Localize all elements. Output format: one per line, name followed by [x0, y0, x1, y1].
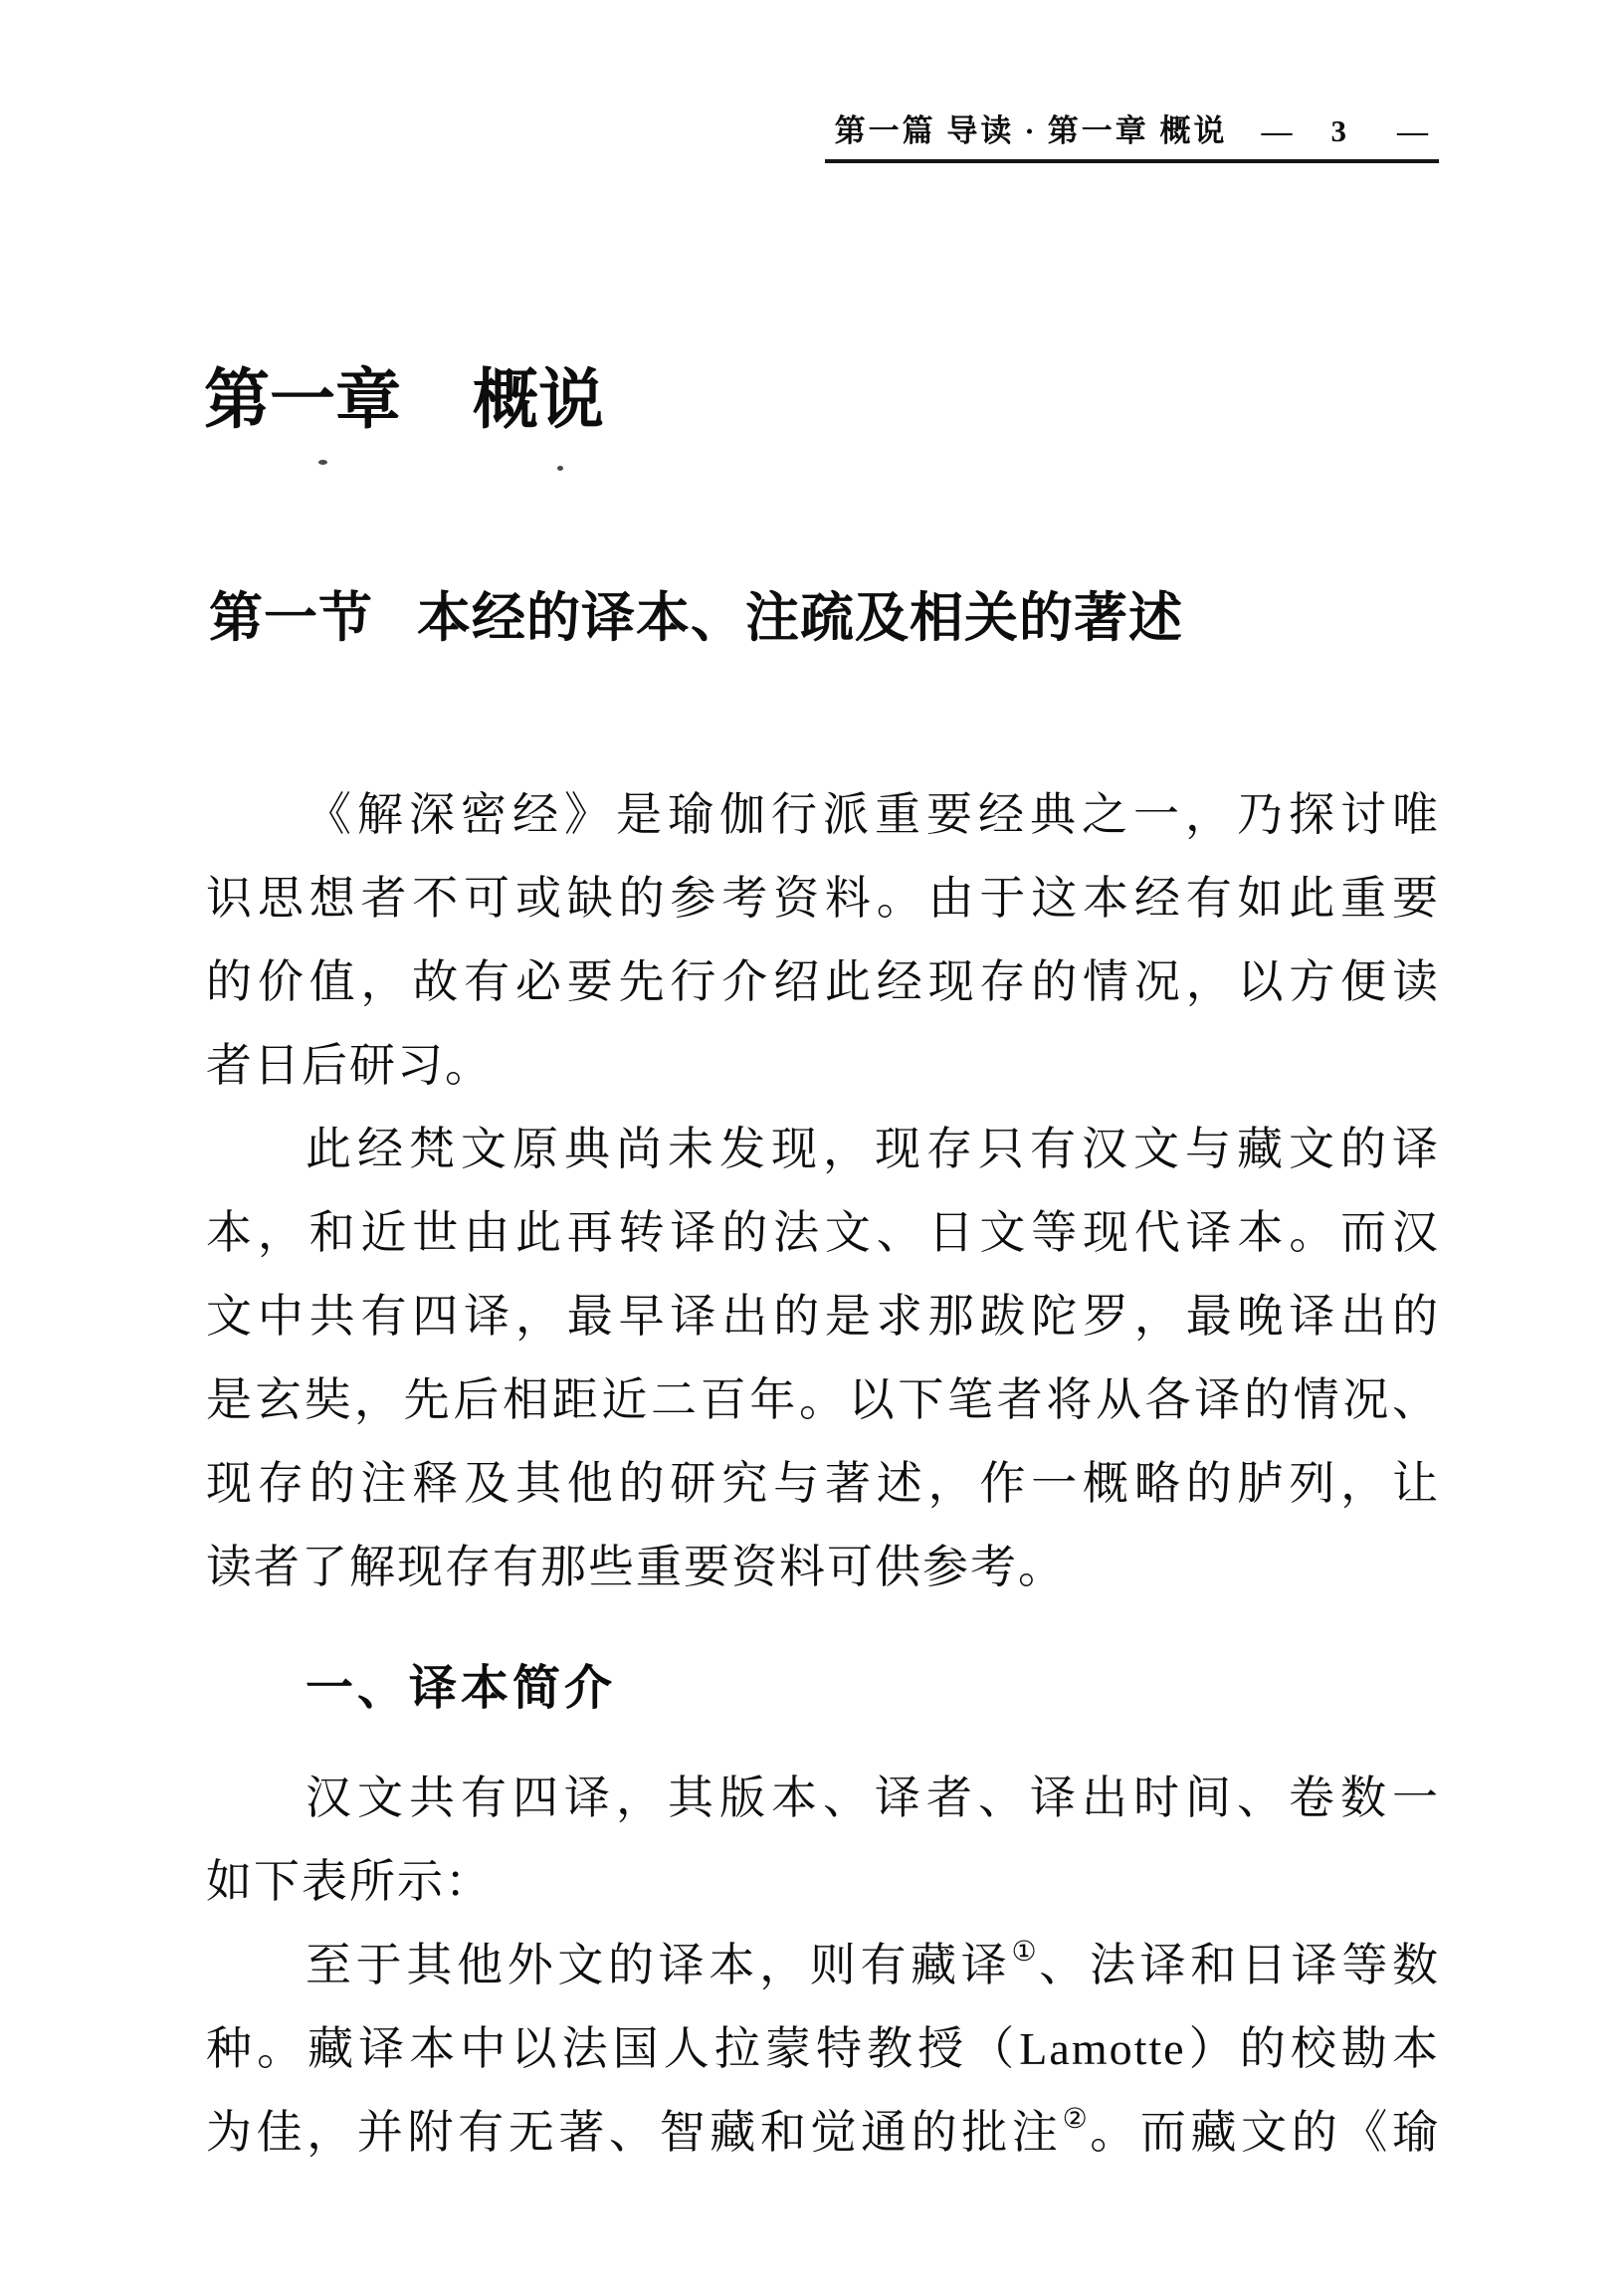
body-line: 读者了解现存有那些重要资料可供参考。 — [206, 1542, 1066, 1592]
body-line: 如下表所示： — [206, 1856, 493, 1907]
header-separator-dot: · — [1024, 113, 1038, 148]
body-text — [206, 773, 1440, 2175]
body-line: 文中共有四译，最早译出的是求那跋陀罗，最晚译出的 — [206, 1291, 1440, 1342]
body-line: 《解深密经》是瑜伽行派重要经典之一，乃探讨唯 — [305, 789, 1440, 840]
body-line: 是玄奘，先后相距近二百年。以下笔者将从各译的情况、 — [206, 1374, 1440, 1425]
header-page-number: 3 — [1330, 113, 1349, 148]
body-line: 为佳，并附有无著、智藏和觉通的批注②。而藏文的《瑜 — [206, 2104, 1440, 2158]
chapter-title-text: 概说 — [473, 364, 604, 437]
footnote-marker: ① — [1011, 1937, 1040, 1968]
body-line: 现存的注释及其他的研究与著述，作一概略的胪列，让 — [206, 1458, 1440, 1509]
scan-speck — [557, 466, 563, 471]
body-line: 至于其他外文的译本，则有藏译①、法译和日译等数 — [305, 1937, 1440, 1990]
running-header — [825, 111, 1439, 163]
body-line: 识思想者不可或缺的参考资料。由于这本经有如此重要 — [206, 873, 1440, 924]
header-part-title: 第一篇 导读 — [834, 113, 1015, 148]
chapter-number: 第一章 — [204, 364, 401, 437]
header-dash-left: — — [1261, 113, 1296, 148]
section-number: 第一节 — [209, 588, 373, 648]
chapter-heading — [204, 364, 604, 438]
body-line: 者日后研习。 — [206, 1040, 493, 1091]
footnote-marker: ② — [1062, 2104, 1091, 2135]
header-chapter-title: 第一章 概说 — [1047, 113, 1228, 148]
body-line: 本，和近世由此再转译的法文、日文等现代译本。而汉 — [206, 1207, 1440, 1258]
body-line: 的价值，故有必要先行介绍此经现存的情况，以方便读 — [206, 956, 1440, 1007]
section-heading — [209, 587, 1183, 649]
body-line: 汉文共有四译，其版本、译者、译出时间、卷数一 — [305, 1773, 1440, 1823]
body-line: 此经梵文原典尚未发现，现存只有汉文与藏文的译 — [305, 1124, 1440, 1174]
scan-speck — [318, 460, 327, 465]
subsection-heading: 一、译本简介 — [305, 1662, 617, 1715]
body-line: 种。藏译本中以法国人拉蒙特教授（Lamotte）的校勘本 — [206, 2023, 1440, 2074]
header-dash-right: — — [1397, 113, 1431, 148]
section-title-text: 本经的译本、注疏及相关的著述 — [417, 588, 1183, 648]
